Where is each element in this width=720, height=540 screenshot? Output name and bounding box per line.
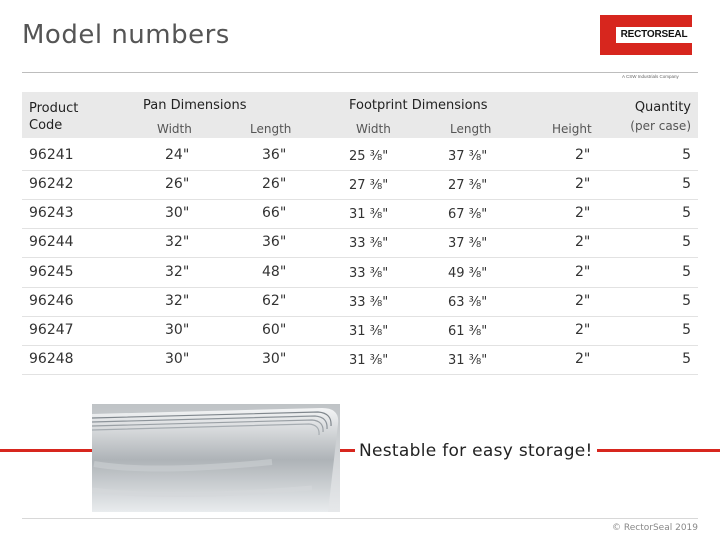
cell-footprint-width: 31 ⅜" (349, 207, 389, 222)
table-row (22, 141, 698, 171)
cell-quantity: 5 (682, 351, 691, 367)
table-row (22, 258, 698, 288)
cell-pan-width: 32" (165, 264, 190, 280)
header-footprint-dimensions: Footprint Dimensions (349, 98, 488, 113)
cell-product-code: 96243 (29, 205, 74, 221)
header-pan-dimensions: Pan Dimensions (143, 98, 247, 113)
cell-pan-width: 30" (165, 351, 190, 367)
cell-footprint-length: 37 ⅜" (448, 149, 488, 164)
cell-quantity: 5 (682, 205, 691, 221)
cell-height: 2" (575, 147, 591, 163)
rectorseal-logo (600, 15, 692, 79)
cell-quantity: 5 (682, 264, 691, 280)
cell-footprint-length: 67 ⅜" (448, 207, 488, 222)
cell-quantity: 5 (682, 176, 691, 192)
cell-footprint-width: 33 ⅜" (349, 236, 389, 251)
cell-pan-length: 60" (262, 322, 287, 338)
cell-product-code: 96242 (29, 176, 74, 192)
header-quantity: Quantity (634, 100, 691, 115)
cell-footprint-length: 63 ⅜" (448, 295, 488, 310)
cell-product-code: 96244 (29, 234, 74, 250)
cell-footprint-length: 49 ⅜" (448, 266, 488, 281)
cell-height: 2" (575, 264, 591, 280)
nestable-callout: Nestable for easy storage! (355, 441, 597, 461)
cell-pan-width: 32" (165, 293, 190, 309)
cell-product-code: 96246 (29, 293, 74, 309)
cell-pan-length: 36" (262, 234, 287, 250)
cell-footprint-width: 27 ⅜" (349, 178, 389, 193)
logo-tagline: A CSW Industrials Company (622, 74, 679, 79)
cell-height: 2" (575, 351, 591, 367)
cell-pan-length: 62" (262, 293, 287, 309)
cell-footprint-width: 33 ⅜" (349, 295, 389, 310)
cell-pan-width: 26" (165, 176, 190, 192)
cell-quantity: 5 (682, 234, 691, 250)
table-row (22, 316, 698, 346)
page-title: Model numbers (22, 20, 230, 50)
cell-pan-length: 26" (262, 176, 287, 192)
header-quantity-sub: (per case) (630, 119, 691, 133)
cell-pan-length: 48" (262, 264, 287, 280)
cell-footprint-width: 33 ⅜" (349, 266, 389, 281)
header-height: Height (552, 122, 592, 136)
header-pan-width: Width (157, 122, 192, 136)
cell-product-code: 96241 (29, 147, 74, 163)
table-row (22, 170, 698, 200)
table-row (22, 345, 698, 375)
cell-product-code: 96247 (29, 322, 74, 338)
product-photo (92, 404, 340, 512)
cell-pan-length: 66" (262, 205, 287, 221)
table-row (22, 287, 698, 317)
cell-footprint-width: 31 ⅜" (349, 353, 389, 368)
table-row (22, 199, 698, 229)
cell-height: 2" (575, 293, 591, 309)
cell-height: 2" (575, 322, 591, 338)
cell-pan-width: 30" (165, 205, 190, 221)
header-footprint-width: Width (356, 122, 391, 136)
cell-pan-length: 30" (262, 351, 287, 367)
cell-product-code: 96245 (29, 264, 74, 280)
cell-footprint-length: 61 ⅜" (448, 324, 488, 339)
cell-quantity: 5 (682, 293, 691, 309)
accent-line-left (0, 449, 92, 452)
cell-footprint-width: 31 ⅜" (349, 324, 389, 339)
cell-product-code: 96248 (29, 351, 74, 367)
cell-footprint-length: 27 ⅜" (448, 178, 488, 193)
cell-height: 2" (575, 205, 591, 221)
header-footprint-length: Length (450, 122, 492, 136)
header-pan-length: Length (250, 122, 292, 136)
cell-pan-width: 32" (165, 234, 190, 250)
cell-pan-width: 30" (165, 322, 190, 338)
cell-pan-width: 24" (165, 147, 190, 163)
table-row (22, 228, 698, 258)
logo-wordmark: RECTORSEAL (620, 29, 688, 40)
title-divider (22, 72, 698, 73)
cell-height: 2" (575, 234, 591, 250)
cell-pan-length: 36" (262, 147, 287, 163)
cell-footprint-width: 25 ⅜" (349, 149, 389, 164)
stacked-drain-pans-image (92, 404, 340, 512)
cell-quantity: 5 (682, 147, 691, 163)
cell-height: 2" (575, 176, 591, 192)
copyright-text: © RectorSeal 2019 (612, 523, 698, 533)
cell-footprint-length: 31 ⅜" (448, 353, 488, 368)
table-header (22, 92, 698, 138)
cell-footprint-length: 37 ⅜" (448, 236, 488, 251)
footer-divider (22, 518, 698, 519)
header-product-code: Product Code (29, 101, 79, 133)
cell-quantity: 5 (682, 322, 691, 338)
